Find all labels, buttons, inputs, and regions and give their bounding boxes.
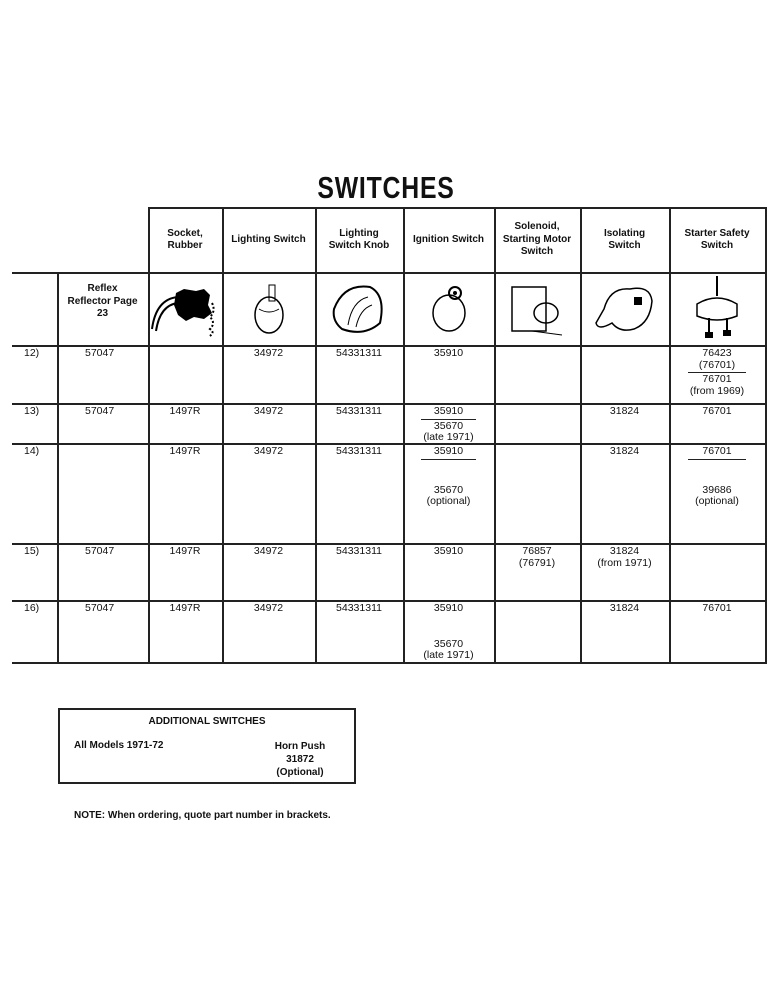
part-number: 31824 <box>609 545 640 557</box>
table-cell <box>222 348 315 360</box>
column-header: Socket, Rubber <box>167 227 203 251</box>
table-cell <box>57 348 148 360</box>
part-number: 35670 <box>433 419 464 432</box>
table-cell <box>57 406 148 418</box>
part-number: 34972 <box>253 347 284 359</box>
column-header: Starter Safety Switch <box>684 227 750 251</box>
part-number: 35910 <box>433 602 464 614</box>
table-cell <box>148 446 222 458</box>
part-number: 39686 <box>702 483 732 496</box>
part-number: 1497R <box>169 445 201 457</box>
table-cell <box>315 603 403 615</box>
socket-rubber-image <box>148 274 222 344</box>
additional-item: Horn Push <box>274 741 326 752</box>
table-cell <box>403 546 494 558</box>
column-header: Solenoid, Starting Motor Switch <box>502 221 572 258</box>
column-header: Reflex Reflector Page 23 <box>67 283 138 320</box>
part-number: 76423 <box>702 347 732 359</box>
part-number: 34972 <box>253 445 284 457</box>
part-number: 35910 <box>433 445 464 457</box>
part-number: 76701 <box>702 373 732 385</box>
table-cell <box>669 348 765 397</box>
column-header: Ignition Switch <box>412 233 485 245</box>
table-cell <box>222 446 315 458</box>
part-number: 35670 <box>433 637 464 650</box>
table-cell <box>580 406 669 418</box>
part-number: 57047 <box>85 602 115 614</box>
table-line <box>12 345 767 347</box>
starter-safety-switch-image <box>669 274 765 344</box>
part-number: (late 1971) <box>423 431 474 443</box>
cell-separator <box>688 459 746 460</box>
part-number: 57047 <box>85 545 115 557</box>
part-number: 54331311 <box>336 445 382 457</box>
table-cell <box>669 603 765 615</box>
part-number: 34972 <box>253 405 284 417</box>
table-cell <box>222 603 315 615</box>
table-cell <box>580 446 669 458</box>
part-number: 31824 <box>609 405 640 417</box>
page-title: SWITCHES <box>317 170 455 205</box>
table-cell <box>669 406 765 418</box>
part-number <box>669 461 765 485</box>
additional-switches-box <box>58 708 356 784</box>
part-number: 76701 <box>702 405 732 417</box>
part-number <box>403 461 494 485</box>
table-line <box>12 403 767 405</box>
part-number: 76701 <box>702 602 732 614</box>
table-cell <box>403 446 494 508</box>
table-cell <box>494 546 580 569</box>
ordering-note: NOTE: When ordering, quote part number in brackets. <box>74 810 331 821</box>
table-cell <box>148 406 222 418</box>
row-label: 12) <box>24 347 40 359</box>
column-header: Lighting Switch Knob <box>328 227 390 251</box>
part-number: 54331311 <box>336 347 382 359</box>
part-number: 35910 <box>433 347 464 359</box>
part-number: 76857 <box>522 545 552 557</box>
cell-separator <box>421 459 476 460</box>
part-number: (76701) <box>698 358 736 371</box>
lighting-switch-image <box>222 274 315 344</box>
part-number: 57047 <box>85 347 115 359</box>
column-header: Isolating Switch <box>603 227 646 251</box>
part-number: 1497R <box>169 405 201 417</box>
lighting-switch-knob-image <box>315 274 403 344</box>
part-number: (from 1969) <box>689 384 745 397</box>
column-header: Lighting Switch <box>231 233 306 245</box>
part-number: 34972 <box>253 545 284 557</box>
additional-part: 31872 <box>286 754 314 765</box>
part-number: (76791) <box>518 556 556 569</box>
part-number: 1497R <box>169 545 201 557</box>
table-cell <box>669 446 765 508</box>
row-label: 13) <box>24 405 40 417</box>
part-number: 54331311 <box>336 545 382 557</box>
table-line <box>12 443 767 445</box>
additional-note: (Optional) <box>276 767 324 778</box>
table-cell <box>222 546 315 558</box>
solenoid-image <box>494 274 580 344</box>
table-cell <box>222 406 315 418</box>
table-cell <box>403 348 494 360</box>
table-cell <box>403 406 494 444</box>
table-cell <box>148 603 222 615</box>
part-number: 57047 <box>85 405 115 417</box>
table-line <box>765 207 767 662</box>
part-number: 35910 <box>433 405 464 417</box>
isolating-switch-image <box>580 274 669 344</box>
part-number <box>403 615 494 639</box>
table-line <box>12 543 767 545</box>
table-cell <box>580 603 669 615</box>
part-number: 35670 <box>433 483 464 496</box>
part-number: 31824 <box>609 602 640 614</box>
table-line <box>12 600 767 602</box>
part-number: 54331311 <box>336 405 382 417</box>
row-label: 16) <box>24 602 40 614</box>
ignition-switch-image <box>403 274 494 344</box>
table-cell <box>315 546 403 558</box>
table-cell <box>315 406 403 418</box>
row-label: 15) <box>24 545 40 557</box>
part-number: (optional) <box>426 495 471 507</box>
part-number: 35910 <box>433 545 464 557</box>
table-cell <box>580 546 669 569</box>
part-number: 54331311 <box>336 602 382 614</box>
table-cell <box>403 603 494 662</box>
part-number: 1497R <box>169 602 201 614</box>
part-number: (from 1971) <box>597 556 652 569</box>
table-line <box>12 662 767 664</box>
additional-models: All Models 1971-72 <box>74 740 164 751</box>
part-number: 76701 <box>702 445 732 457</box>
part-number: 31824 <box>609 445 640 457</box>
table-cell <box>57 546 148 558</box>
table-cell <box>57 603 148 615</box>
table-cell <box>148 546 222 558</box>
additional-heading: ADDITIONAL SWITCHES <box>148 716 266 727</box>
part-number: (late 1971) <box>423 649 474 661</box>
row-label: 14) <box>24 445 40 457</box>
table-cell <box>315 348 403 360</box>
part-number: 34972 <box>253 602 284 614</box>
table-cell <box>315 446 403 458</box>
part-number: (optional) <box>695 495 739 507</box>
